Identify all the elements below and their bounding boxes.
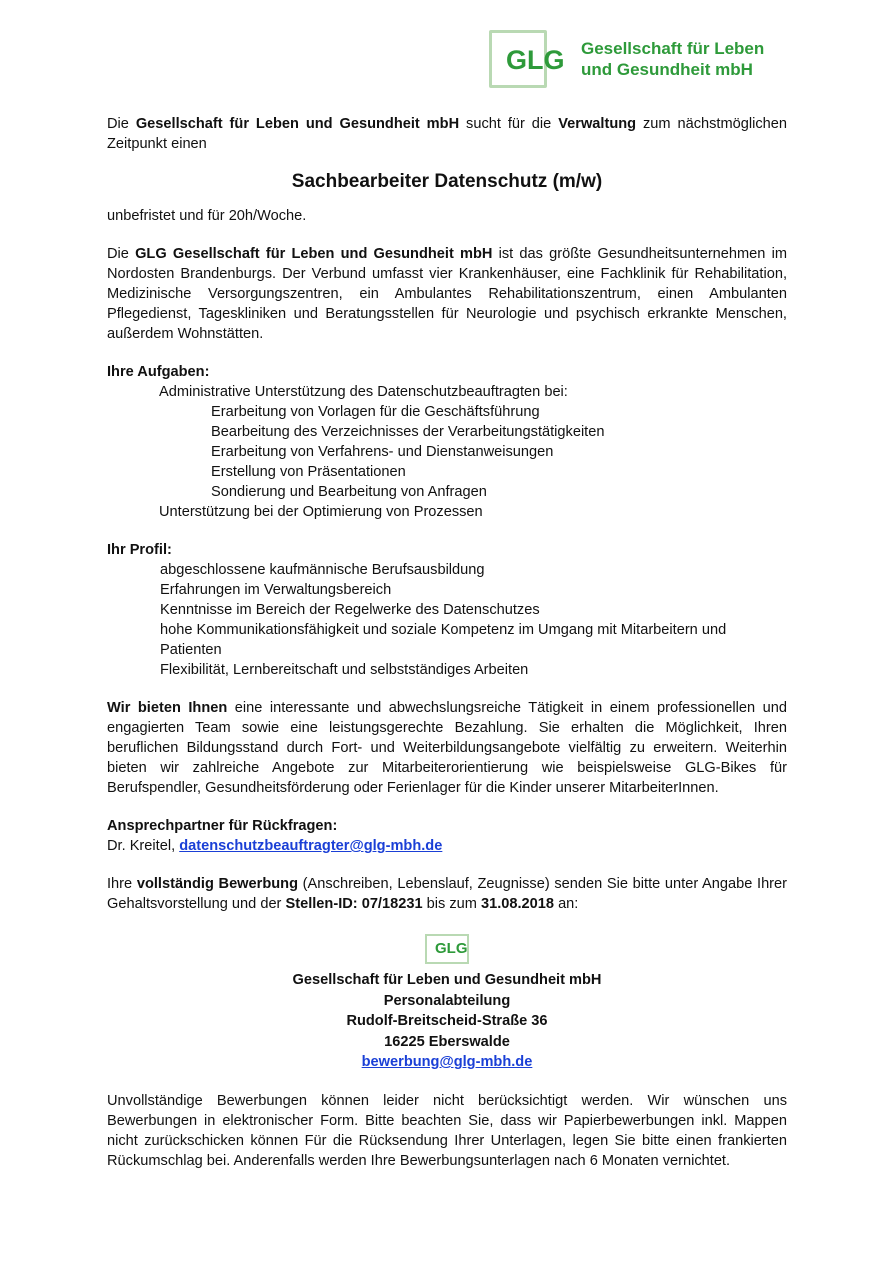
company-text: Die (107, 246, 136, 262)
task-subitem: Sondierung und Bearbeitung von Anfragen (211, 484, 487, 500)
company-text: ist das größte Gesundheitsunternehmen im Nordosten Brandenburgs. Der Verbund umfasst vier Krankenhäuser, eine Fachklinik für Rehabilitation, Medizinische Versorgungszentren, ein Ambulantes Rehabilitationszentrum, einen Ambulanten Pflegedienst, Tageskliniken und Beratungsstellen für Neurologie und psychisch erkrankte Menschen, außerdem Wohnstätten. (107, 246, 787, 342)
apply-paragraph (107, 874, 787, 914)
address-street: Rudolf-Breitscheid-Straße 36 (346, 1013, 548, 1029)
offer-paragraph (107, 698, 787, 798)
address-logo (425, 934, 469, 964)
profile-item: Kenntnisse im Bereich der Regelwerke des Datenschutzes (160, 602, 540, 618)
job-id: Stellen-ID: 07/18231 (285, 896, 423, 912)
address-city: 16225 Eberswalde (384, 1033, 510, 1050)
task-last: Unterstützung bei der Optimierung von Prozessen (159, 504, 483, 520)
tasks-heading: Ihre Aufgaben: (107, 364, 210, 380)
task-subitem: Bearbeitung des Verzeichnisses der Verarbeitungstätigkeiten (211, 424, 605, 440)
task-subitem: Erarbeitung von Vorlagen für die Geschäftsführung (211, 404, 540, 420)
profile-item: Flexibilität, Lernbereitschaft und selbstständiges Arbeiten (160, 662, 529, 678)
intro-text: zum nächstmöglichen Zeitpunkt einen (107, 116, 788, 152)
address-company: Gesellschaft für Leben und Gesundheit mbH (292, 972, 602, 988)
profile-heading: Ihr Profil: (107, 542, 172, 558)
intro-paragraph (107, 114, 787, 154)
company-description (107, 244, 787, 344)
apply-emphasis: vollständig Bewerbung (136, 876, 298, 892)
apply-text: an: (554, 896, 579, 912)
company-logo (489, 30, 764, 88)
intro-department: Verwaltung (558, 116, 637, 132)
task-subitem: Erstellung von Präsentationen (211, 464, 406, 480)
profile-list (107, 560, 787, 680)
contact-name: Dr. Kreitel, (107, 838, 180, 854)
footer-note: Unvollständige Bewerbungen können leider nicht berücksichtigt werden. Wir wünschen uns Bewerbungen in elektronischer Form. Bitte beachten Sie, dass wir Papierbewerbungen inkl. Mappen nicht zurückschicken können Für die Rücksendung Ihrer Unterlagen, legen Sie bitte einen frankierten Rückumschlag bei. Anderenfalls werden Ihre Bewerbungsunterlagen nach 6 Monaten vernichtet. (107, 1092, 787, 1169)
logo-line-1: Gesellschaft für Leben (581, 39, 765, 58)
profile-item: hohe Kommunikationsfähigkeit und soziale Kompetenz im Umgang mit Mitarbeitern und Patienten (160, 622, 727, 658)
postal-address (107, 970, 787, 1073)
intro-text: Die (107, 116, 136, 132)
apply-text: (Anschreiben, Lebenslauf, Zeugnisse) senden Sie bitte unter Angabe Ihrer Gehaltsvorstellung und der (107, 876, 788, 912)
job-posting (107, 114, 787, 1171)
task-main: Administrative Unterstützung des Datenschutzbeauftragten bei: (159, 384, 568, 400)
deadline-date: 31.08.2018 (480, 896, 555, 912)
contact-email-link[interactable]: datenschutzbeauftragter@glg-mbh.de (179, 838, 443, 854)
address-department: Personalabteilung (383, 992, 511, 1009)
company-name: GLG Gesellschaft für Leben und Gesundheit mbH (135, 246, 493, 262)
profile-item: Erfahrungen im Verwaltungsbereich (160, 582, 392, 598)
apply-text: bis zum (422, 896, 481, 912)
apply-text: Ihre (107, 876, 137, 892)
logo-mark (489, 30, 565, 88)
application-email-link[interactable]: bewerbung@glg-mbh.de (361, 1054, 533, 1070)
logo-mark-text: GLG (506, 45, 565, 75)
profile-item: abgeschlossene kaufmännische Berufsausbildung (160, 562, 485, 578)
task-sublist (107, 402, 787, 502)
employment-terms: unbefristet und für 20h/Woche. (107, 208, 307, 224)
offer-lead: Wir bieten Ihnen (107, 700, 228, 716)
contact-heading: Ansprechpartner für Rückfragen: (107, 818, 338, 834)
task-subitem: Erarbeitung von Verfahrens- und Dienstanweisungen (211, 444, 554, 460)
address-logo-text: GLG (435, 940, 468, 957)
contact-line (107, 836, 787, 856)
logo-line-2: und Gesundheit mbH (581, 60, 753, 79)
intro-text: sucht für die (459, 116, 559, 132)
intro-company: Gesellschaft für Leben und Gesundheit mbH (135, 116, 460, 132)
logo-wordmark (581, 38, 764, 80)
offer-text: eine interessante und abwechslungsreiche Tätigkeit in einem professionellen und engagierten Team sowie eine leistungsgerechte Bezahlung. Sie erhalten die Möglichkeit, Ihren beruflichen Bildungsstand durch Fort- und Weiterbildungsangebote vielfältig zu erweitern. Weiterhin bieten wir zahlreiche Angebote zur Mitarbeiterorientierung wie beispielsweise GLG-Bikes für Berufspendler, Gesundheitsförderung oder Ferienlager für die Kinder unserer MitarbeiterInnen. (107, 700, 787, 796)
job-title: Sachbearbeiter Datenschutz (m/w) (291, 171, 603, 192)
